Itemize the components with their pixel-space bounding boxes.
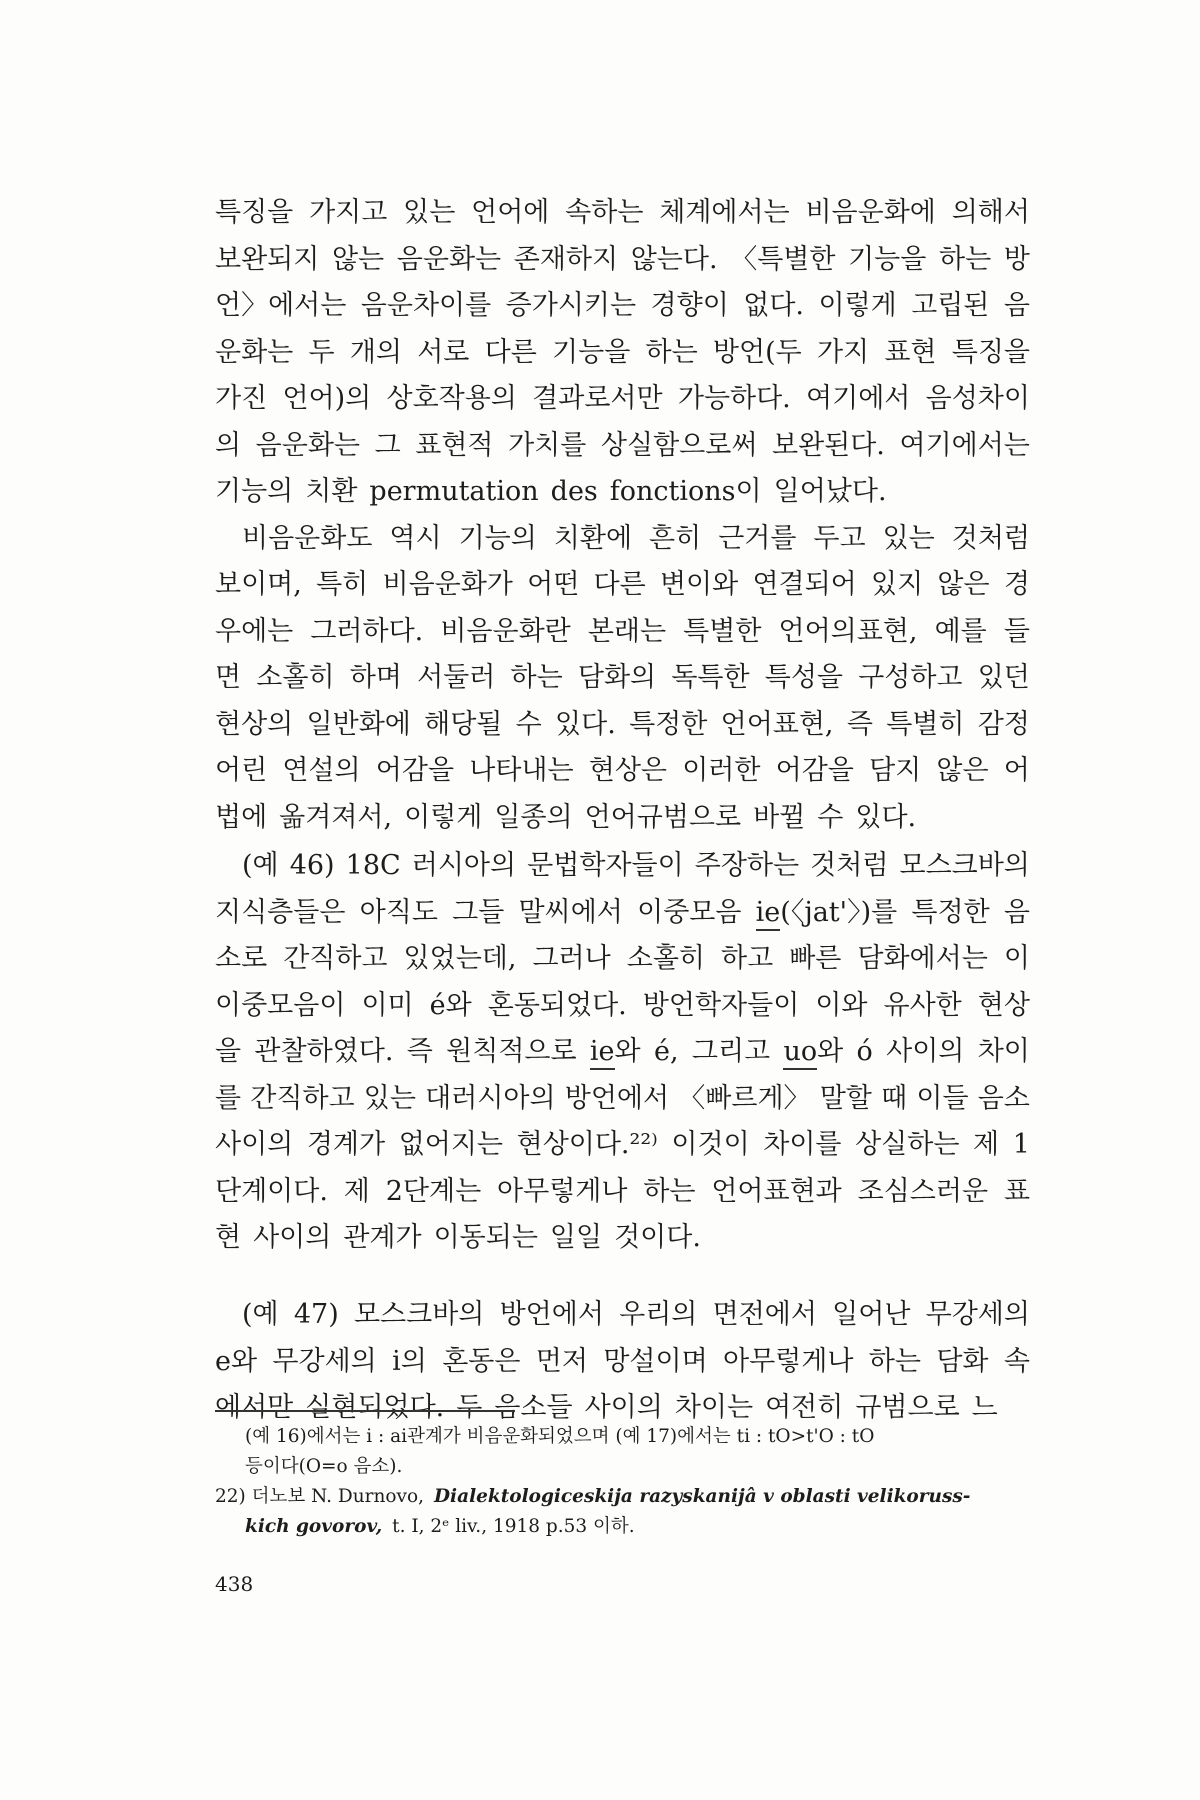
page-number: 438 (215, 1572, 254, 1596)
word: 특정한 (911, 896, 990, 928)
word: 이동되는 (433, 1222, 538, 1253)
word: 두 (456, 1392, 483, 1423)
word: 비음운화에 (805, 197, 936, 228)
word: 보완되지 (215, 243, 320, 275)
word: 혼동되었다. (487, 989, 627, 1021)
text-line (215, 190, 1030, 237)
word: 의해서 (951, 197, 1030, 228)
word: 그러하다. (310, 615, 424, 647)
text-line (215, 283, 1030, 330)
text-line (215, 1122, 1030, 1169)
word: 연설의 (282, 755, 361, 786)
word: 속하는 (565, 197, 644, 228)
word: 담화 (936, 1345, 989, 1377)
word: 제 (973, 1129, 1000, 1160)
word: 언어표현, (720, 708, 834, 740)
word: 현상이다.²²⁾ (516, 1129, 658, 1160)
word: 경향이 (650, 290, 729, 321)
word: 가지 (816, 336, 870, 368)
word: 무강세의 (272, 1345, 377, 1377)
word: 관계가 (343, 1222, 422, 1253)
word: 46) (289, 850, 335, 881)
text-line (215, 795, 1030, 842)
word: 어감을 (375, 755, 455, 786)
word: 의 (215, 429, 242, 461)
text-line (215, 237, 1030, 284)
word: 을 (215, 1036, 242, 1067)
word: 규범으로 (855, 1392, 960, 1423)
word: 일어났다. (773, 476, 887, 507)
word: 방언에서 (564, 1082, 670, 1114)
word: 아직도 (359, 896, 438, 928)
word: 즉 (406, 1036, 433, 1067)
word: 이렇게 (818, 290, 897, 321)
word: fonctions이 (609, 476, 762, 507)
word: 그러나 (532, 943, 611, 974)
word: 개의 (349, 336, 402, 368)
word: 소홀히 (256, 662, 335, 693)
word: 해당될 (424, 708, 503, 740)
word: 하는 (868, 1345, 921, 1377)
text-line (215, 655, 1030, 702)
word: 기능의 (215, 476, 294, 507)
footnote-divider (215, 1410, 515, 1412)
word: 것처럼 (810, 850, 889, 881)
word: 방언(두 (712, 336, 802, 368)
word: 표 (1003, 1175, 1030, 1207)
diphthong-mark: ie (756, 897, 781, 931)
word: 2단계는 (385, 1175, 482, 1207)
word: 가능하다. (677, 383, 791, 414)
word: 표현 (884, 336, 937, 368)
word: 서둘러 (417, 662, 496, 693)
word: 있는 (882, 522, 935, 554)
word: 사이의 (584, 1392, 663, 1423)
word: 러시아의 (411, 850, 517, 881)
word: 역시 (389, 522, 442, 554)
word: 이미 (361, 989, 414, 1021)
word: 어떤 (527, 569, 580, 600)
word: 이중모음이 (215, 989, 346, 1021)
text-line (215, 376, 1030, 423)
word: 없다. (743, 290, 804, 321)
word: 있었는데, (403, 943, 517, 974)
paragraph-1 (215, 190, 1030, 841)
word: 비음운화도 (215, 522, 373, 554)
word: 않은 (936, 755, 989, 786)
text-line (215, 609, 1030, 656)
word: 음성차이 (925, 383, 1030, 414)
word: 특징을 (951, 336, 1030, 368)
word: 아무렇게나 (723, 1345, 854, 1377)
word: 이와 (815, 989, 868, 1021)
word: é, (653, 1036, 679, 1067)
word: 이러한 (682, 755, 761, 786)
word: 느 (971, 1392, 998, 1423)
footnote-22-line-2: kich govorov, t. Ⅰ, 2ᵉ liv., 1918 p.53 이하. (245, 1516, 635, 1537)
text-line (215, 1169, 1030, 1216)
word: 어 (1003, 755, 1030, 786)
word: 음운화는 (255, 429, 360, 461)
word: 우리의 (619, 1299, 698, 1330)
word: 그들 (452, 896, 505, 928)
word: 수 (515, 708, 542, 740)
word: 가진 (215, 383, 268, 414)
word: 법에 (215, 801, 268, 833)
word: 흔히 (649, 522, 702, 554)
word: 기능의 (458, 522, 537, 554)
word: 있는 (363, 1082, 416, 1114)
word: 것이다. (614, 1222, 701, 1253)
word: 없어지는 (398, 1129, 504, 1160)
text-line (215, 1339, 1030, 1386)
word: 여기에서 (806, 383, 911, 414)
word: 구성하고 (858, 662, 963, 693)
word: 조심스러운 (857, 1175, 989, 1207)
word: e와 (215, 1345, 258, 1377)
text-line (215, 330, 1030, 377)
word: 면전에서 (712, 1299, 817, 1330)
word: 특히 (316, 569, 369, 600)
word: 존재하지 (513, 243, 619, 275)
word: 여전히 (765, 1392, 844, 1423)
word: 실현되었다. (305, 1392, 445, 1423)
word: 대러시아의 (425, 1082, 556, 1114)
footnote-continuation-2: 등이다(O=o 음소). (245, 1456, 403, 1477)
word-rest: 와 (614, 1036, 641, 1067)
word: 이중모음 (637, 896, 742, 928)
word: 주장하는 (694, 850, 800, 881)
word: 사이의 (215, 1129, 294, 1160)
word: 언어의표현, (778, 615, 918, 647)
word: 언어규범으로 (584, 801, 742, 833)
word: 어감을 (775, 755, 854, 786)
word: 상실함으로써 (600, 429, 758, 461)
word (756, 890, 898, 937)
word: 음 (1003, 290, 1030, 321)
word: 간직하고 (283, 943, 388, 974)
word: 차이를 (763, 1129, 842, 1160)
word: 빠른 (789, 943, 842, 974)
footnote-continuation: (예 16)에서는 i : ai관계가 비음운화되었으며 (예 17)에서는 ti : tO>t'O : tO (245, 1426, 875, 1447)
word: 특성을 (764, 662, 843, 693)
word: 바뀔 (753, 801, 806, 833)
word: 언어표현과 (711, 1175, 842, 1207)
word: 우에는 (215, 615, 294, 647)
word: 그리고 (691, 1036, 771, 1067)
word: 그 (374, 429, 401, 461)
word: 음소 (977, 1082, 1030, 1114)
word: 특별히 (886, 708, 965, 740)
word: 상호작용의 (386, 383, 517, 414)
word: 차이 (977, 1036, 1030, 1067)
word: 두 (308, 336, 335, 368)
text-line (215, 1029, 1030, 1076)
word: 경계가 (306, 1129, 386, 1160)
text-line (215, 423, 1030, 470)
word: 에서만 (215, 1392, 294, 1423)
word: 일반화에 (306, 708, 411, 740)
word: 여기에서는 (899, 429, 1030, 461)
word: 면 (215, 662, 242, 693)
word: 음운화는 (396, 243, 502, 275)
word: 음소들 (494, 1392, 573, 1423)
word-rest: (〈jat'〉)를 (780, 896, 898, 928)
word: 담화의 (577, 662, 657, 693)
word: 혼동은 (442, 1345, 521, 1377)
word: (예 (215, 850, 279, 881)
word: 비음운화가 (382, 569, 513, 600)
word: 결과로서만 (532, 383, 663, 414)
word: ó (856, 1036, 873, 1067)
text-line (215, 1215, 1030, 1262)
word: 있다. (555, 708, 616, 740)
word: 연결되어 (752, 569, 857, 600)
word: 무강세의 (925, 1299, 1030, 1330)
word: 이것이 (671, 1129, 750, 1160)
word: 하는 (645, 336, 698, 368)
word: 체계에서는 (659, 197, 790, 228)
word: 있지 (871, 569, 924, 600)
word: 표현적 (415, 429, 494, 461)
word (590, 1029, 641, 1076)
word: 증가시키는 (505, 290, 637, 321)
footnote-22: 22) 더노보 N. Durnovo, Dialektologiceskija razyskanijâ v oblasti velikoruss- (215, 1486, 971, 1507)
word: 현상 (977, 989, 1030, 1021)
diphthong-mark: ie (590, 1036, 615, 1070)
word: 하는 (938, 243, 992, 275)
word: 먼저 (535, 1345, 588, 1377)
paragraph-2 (215, 843, 1030, 1262)
word: é와 (429, 989, 472, 1021)
word: 언어에 (471, 197, 550, 228)
word: 독특한 (671, 662, 750, 693)
word: 제 (343, 1175, 370, 1207)
word: 변이와 (659, 569, 739, 600)
word: 방언에서 (499, 1299, 604, 1330)
word: 치환 (305, 476, 358, 507)
text-line (215, 936, 1030, 983)
word: 다른 (593, 569, 646, 600)
word: 다른 (484, 336, 537, 368)
word: 음운차이를 (360, 290, 492, 321)
word: 옮겨져서, (279, 801, 393, 833)
word: 소홀히 (626, 943, 705, 974)
word: 간직하고 (250, 1082, 355, 1114)
word: 사이의 (886, 1036, 965, 1067)
word: 언어)의 (282, 383, 372, 414)
word: 언〉에서는 (215, 290, 347, 321)
word: 담화에서는 (857, 943, 988, 974)
word: 현 (215, 1222, 242, 1253)
word: 담지 (869, 755, 922, 786)
word: 음 (1003, 896, 1030, 928)
word: 고립된 (911, 290, 990, 321)
word: 방 (1003, 243, 1030, 275)
word: 말할 (819, 1082, 872, 1114)
word: 모스크바의 (353, 1299, 485, 1330)
word: 서로 (417, 336, 470, 368)
word: 〈특별한 (730, 243, 836, 275)
word: 때 (881, 1082, 908, 1114)
word: 망설이며 (603, 1345, 708, 1377)
text-line (215, 748, 1030, 795)
word: 를 (215, 1082, 242, 1114)
text-line (215, 469, 1030, 516)
word: 차이는 (674, 1392, 754, 1423)
word: 현상의 (215, 708, 294, 740)
text-line (215, 843, 1030, 890)
word: 사이의 (253, 1222, 332, 1253)
word: 이 (1003, 943, 1030, 974)
word: 치환에 (553, 522, 633, 554)
word: 있는 (403, 197, 456, 228)
text-line (215, 562, 1030, 609)
word: 관찰하였다. (254, 1036, 394, 1067)
word: 이들 (916, 1082, 969, 1114)
word: 않는 (331, 243, 385, 275)
footnotes (215, 1422, 1030, 1542)
text-line (215, 1076, 1030, 1123)
word: 감정 (977, 708, 1030, 740)
word: 하는 (643, 1175, 696, 1207)
word: 보이며, (215, 569, 302, 600)
word: 있다. (855, 801, 917, 833)
word: 아무렇게나 (497, 1175, 628, 1207)
word-rest: 와 (817, 1036, 844, 1067)
word: 수 (817, 801, 844, 833)
word: des (550, 476, 598, 507)
word: i의 (392, 1345, 427, 1377)
word: 속 (1003, 1345, 1030, 1377)
word: 않은 (937, 569, 990, 600)
word: 하며 (349, 662, 402, 693)
word: 일일 (549, 1222, 603, 1253)
word: 가치를 (508, 429, 587, 461)
word: 지식층들은 (215, 896, 346, 928)
text-line (215, 890, 1030, 937)
word: permutation (369, 476, 539, 507)
word: 일종의 (494, 801, 573, 833)
word: 단계이다. (215, 1175, 328, 1207)
diphthong-mark: uo (783, 1036, 817, 1070)
text-line (215, 983, 1030, 1030)
word: 경 (1003, 569, 1030, 600)
word: 원칙적으로 (446, 1036, 577, 1067)
word: 방언학자들이 (642, 989, 800, 1021)
word: 말씨에서 (518, 896, 623, 928)
word: 두고 (813, 522, 866, 554)
word: 모스크바의 (899, 850, 1030, 881)
word: 소로 (215, 943, 268, 974)
word: 즉 (846, 708, 873, 740)
word: 있던 (977, 662, 1030, 693)
word: 유사한 (883, 989, 962, 1021)
text-line (215, 1292, 1030, 1339)
word: 나타내는 (469, 755, 574, 786)
text-line (215, 516, 1030, 563)
word: 들 (1003, 615, 1030, 647)
word: 않는다. (630, 243, 718, 275)
word: 하고 (721, 943, 774, 974)
word: 특징을 (215, 197, 294, 228)
word: 예를 (934, 615, 987, 647)
word: 47) (293, 1299, 339, 1330)
word: 운화는 (215, 336, 294, 368)
word: 특별한 (683, 615, 762, 647)
word: 기능을 (552, 336, 631, 368)
word (783, 1029, 843, 1076)
text-line (215, 702, 1030, 749)
word: 보완된다. (771, 429, 885, 461)
word: 상실하는 (855, 1129, 960, 1160)
word: 1 (1012, 1129, 1030, 1160)
word: 기능을 (848, 243, 927, 275)
word: 〈빠르게〉 (678, 1082, 811, 1114)
word: 본래는 (587, 615, 667, 647)
word: 문법학자들이 (527, 850, 684, 881)
word: 일어난 (832, 1299, 911, 1330)
word: 어린 (215, 755, 268, 786)
word: 현상은 (588, 755, 667, 786)
word: 18C (345, 850, 401, 881)
word: (예 (215, 1299, 279, 1330)
word: 특정한 (629, 708, 708, 740)
word: 것처럼 (951, 522, 1030, 554)
word: 가지고 (309, 197, 388, 228)
word: 근거를 (718, 522, 797, 554)
word: 하는 (510, 662, 563, 693)
word: 비음운화란 (440, 615, 571, 647)
word: 이렇게 (404, 801, 483, 833)
